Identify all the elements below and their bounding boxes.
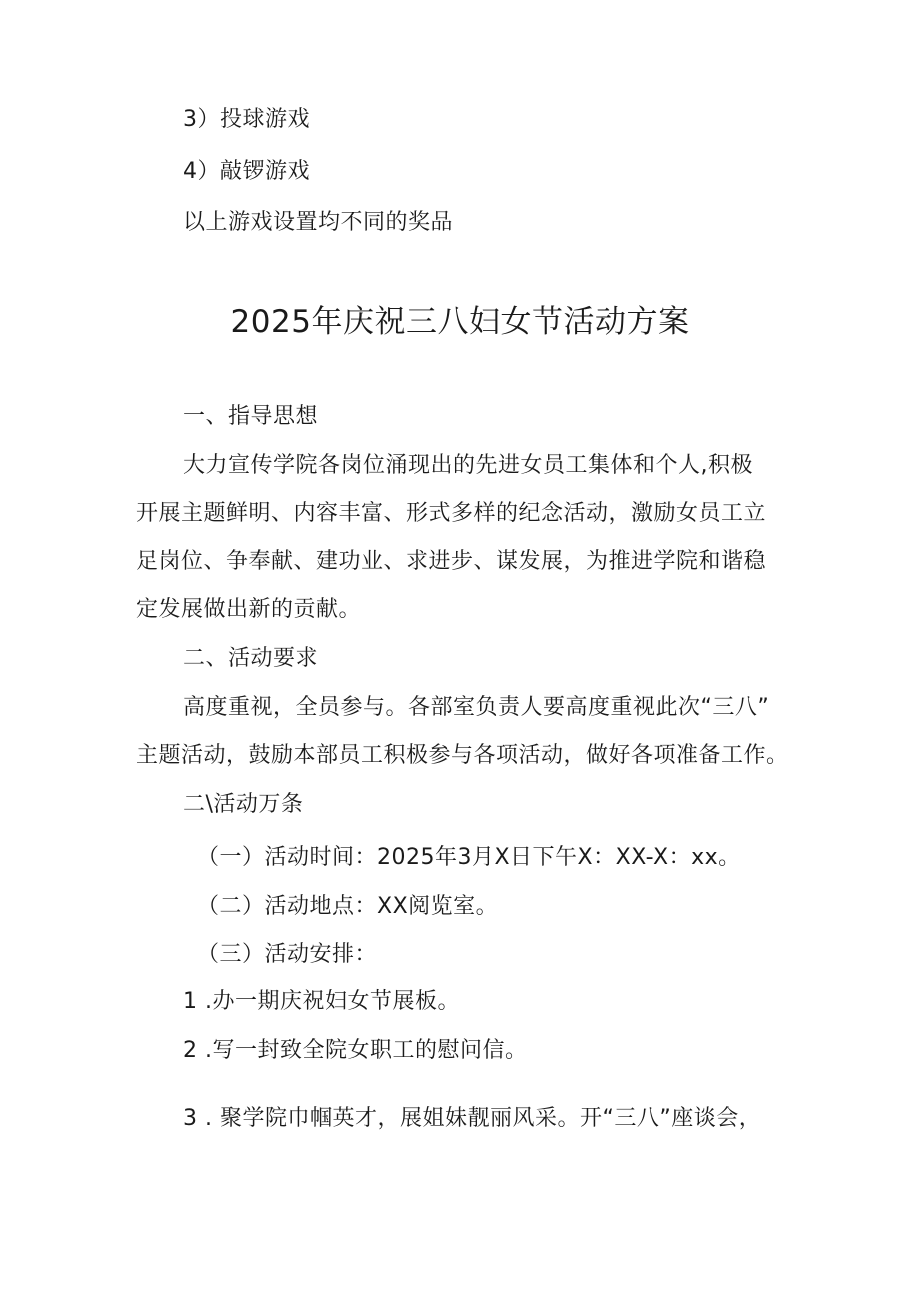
activity-time: （一）活动时间：2025年3月X日下午X：XX-X：xx。 — [197, 845, 741, 870]
intro-item-3: 3）投球游戏 — [183, 107, 310, 132]
intro-item-4: 4）敲锣游戏 — [183, 159, 310, 184]
document-title: 2025年庆祝三八妇女节活动方案 — [230, 304, 690, 340]
arrangement-item: 2 .写一封致全院女职工的慰问信。 — [183, 1038, 528, 1063]
section-1-para-line: 足岗位、争奉献、建功业、求进步、谋发展，为推进学院和谐稳 — [136, 549, 767, 574]
section-2-heading: 二、活动要求 — [183, 646, 319, 671]
section-1-para-line: 大力宣传学院各岗位涌现出的先进女员工集体和个人,积极 — [183, 453, 753, 478]
section-1-para-line: 定发展做出新的贡献。 — [136, 597, 362, 622]
section-2-para-line: 主题活动，鼓励本部员工积极参与各项活动，做好各项准备工作。 — [136, 743, 789, 768]
intro-note: 以上游戏设置均不同的奖品 — [183, 210, 454, 235]
arrangement-item: 1 .办一期庆祝妇女节展板。 — [183, 989, 460, 1014]
section-3-heading: 二\活动万条 — [183, 792, 304, 817]
arrangement-item: 3 . 聚学院巾帼英才，展姐妹靓丽风采。开“三八”座谈会， — [183, 1106, 762, 1131]
activity-arrangement: （三）活动安排： — [197, 942, 378, 967]
section-2-para-line: 高度重视，全员参与。各部室负责人要高度重视此次“三八” — [183, 695, 770, 720]
section-1-heading: 一、指导思想 — [183, 404, 319, 429]
activity-place: （二）活动地点：XX阅览室。 — [197, 894, 499, 919]
section-1-para-line: 开展主题鲜明、内容丰富、形式多样的纪念活动，激励女员工立 — [136, 501, 767, 526]
